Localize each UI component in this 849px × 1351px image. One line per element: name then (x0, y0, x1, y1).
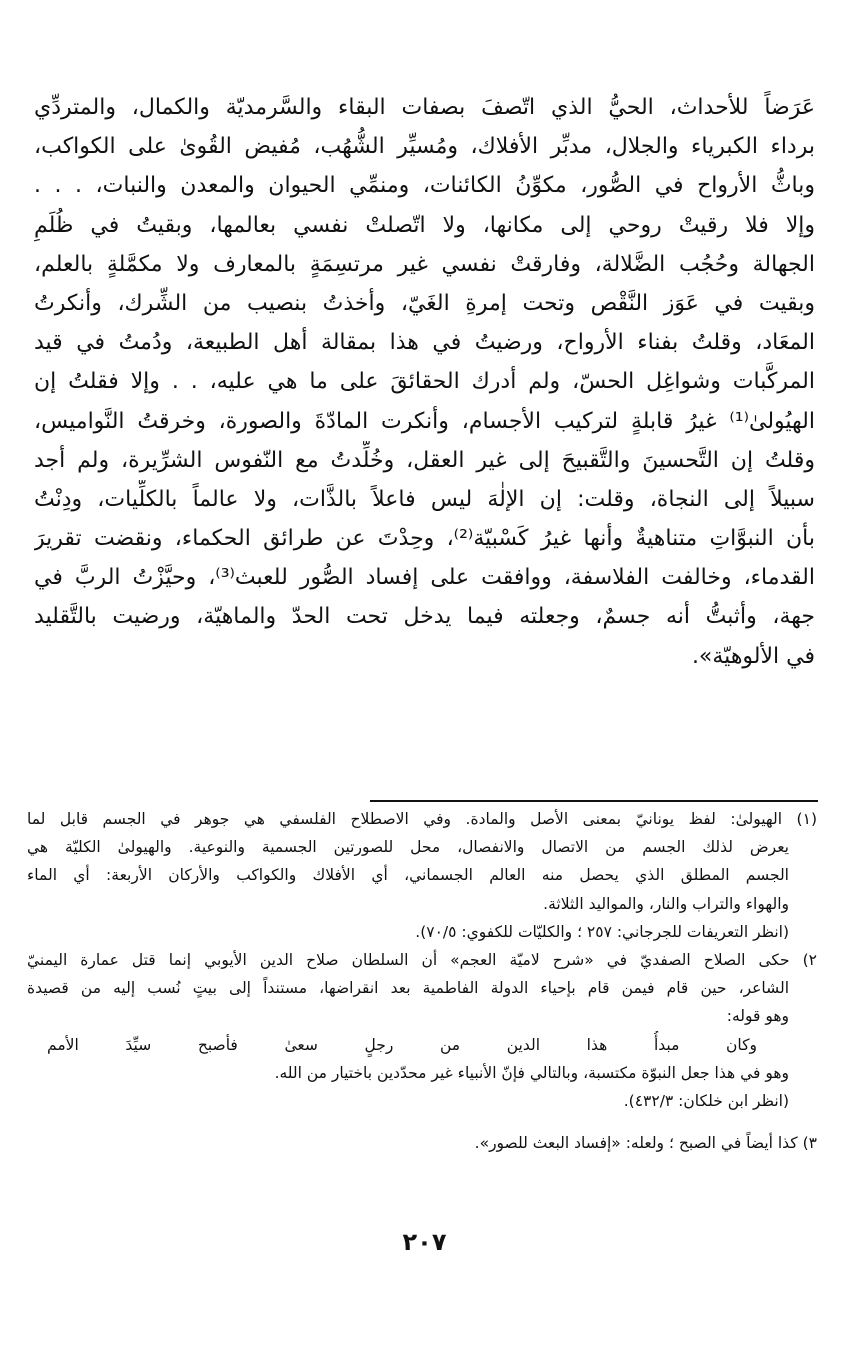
footnote-3: ٣) كذا أيضاً في الصبح ؛ ولعله: «إفساد البعث للصور». (474, 1134, 817, 1153)
text-line: عَرَضاً للأحداث، الحيُّ الذي اتّصفَ بصفات البقاء والسَّرمديّة والكمال، والمتردِّي (34, 95, 815, 120)
text-line: وبقيت في عَوَز النَّقْص وتحت إمرةِ الغَيّ، وأخذتُ بنصيب من الشِّرك، وأنكرتُ (34, 290, 815, 316)
footnote-2-line: وهو قوله: (726, 1007, 789, 1026)
text-line: وإلا فلا رقيتْ روحي إلى مكانها، ولا اتّصلتْ نفسي بعالمها، وبقيتُ في ظُلَمِ (34, 212, 815, 238)
text-line: الهيُولىٰ⁽¹⁾ غيرُ قابلةٍ لتركيب الأجسام، وأنكرت المادّةَ والصورة، وخرقتُ النَّواميس، (34, 408, 815, 434)
text-line: المركَّبات وشواغِل الحسّ، ولم أدرك الحقائقَ على ما هي عليه، . . وإلا فقلتُ إن (34, 369, 815, 395)
text-line: وباثُّ الأرواح في الصُّور، مكوِّنُ الكائنات، ومنمِّي الحيوان والمعدن والنبات، . . . (34, 173, 815, 199)
footnote-1-line: يعرض لذلك الجسم من الاتصال والانفصال، محل للصورتين الجسمية والنوعية. والهيولىٰ الكليّة هي (27, 838, 789, 857)
footnote-2-comment: وهو في هذا جعل النبوّة مكتسبة، وبالتالي فإنّ الأنبياء غير محدّدين باختيار من الله. (274, 1063, 789, 1082)
footnote-2-reference: (انظر ابن خلكان: ٤٣٢/٣). (623, 1091, 789, 1110)
text-line: في الألوهيّة». (691, 643, 815, 669)
text-line: وقلتُ إن التَّحسينَ والتَّقبيحَ إلى غير العقل، وخُلِّدتُ مع النّفوس الشرِّيرة، ولم أجد (34, 447, 815, 473)
footnote-1-line: والهواء والتراب والنار، والمواليد الثلاثة. (543, 894, 789, 913)
footnote-1-line: (١) الهيولىٰ: لفظ يونانيّ بمعنى الأصل والمادة. وفي الاصطلاح الفلسفي هي جوهر في الجسم قابل لما (27, 810, 817, 828)
footnote-divider (370, 800, 818, 802)
footnote-1-line: الجسم المطلق الذي يحصل منه العالم الجسماني، أي الأفلاك والكواكب والأركان الأربعة: أي الماء (27, 866, 789, 885)
footnote-2-line: الشاعر، حين قام فيمن قام بإحياء الدولة الفاطمية بعد انقراضها، مستنداً إلى بيتٍ نُسب إليه من قصيدة (27, 979, 789, 998)
footnote-1-reference: (انظر التعريفات للجرجاني: ٢٥٧ ؛ والكليّات للكفوي: ٧٠/٥). (415, 922, 789, 941)
text-line: المعَاد، وقلتُ بفناء الأرواح، ورضيتُ في هذا بمقالة أهل الطبيعة، ودُمتُ في قيد (34, 330, 815, 356)
main-text-block (34, 88, 815, 676)
footnote-2-line: ٢) حكى الصلاح الصفديّ في «شرح لاميّة العجم» أن السلطان صلاح الدين الأيوبي إنما قتل عمارة اليمنيّ (27, 950, 817, 969)
text-line: الجهالة وحُجُب الضَّلالة، وفارقتْ نفسي غير مرتسِمَةٍ بالمعارف ولا مكمَّلةٍ بالعلم، (34, 251, 815, 277)
text-line: بأن النبوَّاتِ متناهيةٌ وأنها غيرُ كَسْبيّة⁽²⁾، وحِدْتَ عن طرائق الحكماء، ونقضت تقريرَ (34, 526, 815, 552)
footnotes-block (27, 805, 817, 1157)
text-line: جهة، وأثبتُّ أنه جسمٌ، وجعلته فيما يدخل تحت الحدّ والماهيّة، ورضيت بالتَّقليد (34, 604, 815, 630)
text-line: سبيلاً إلى النجاة، وقلت: إن الإلٰهَ ليس فاعلاً بالذَّات، ولا عالماً بالكلِّيات، ودِنْتُ (34, 486, 815, 512)
text-line: برداء الكبرياء والجلال، مدبِّر الأفلاك، ومُسيِّر الشُّهُب، مُفيض القُوىٰ على الكواكب، (34, 134, 815, 160)
text-line: القدماء، وخالفت الفلاسفة، ووافقت على إفساد الصُّور للعبث⁽³⁾، وحيَّزْتُ الربَّ في (34, 565, 815, 591)
footnote-2-verse: وكان مبدأُ هذا الدين من رجلٍ سعىٰ فأصبح سيِّدَ الأمم (47, 1035, 757, 1054)
page-number: ٢٠٧ (402, 1228, 447, 1256)
